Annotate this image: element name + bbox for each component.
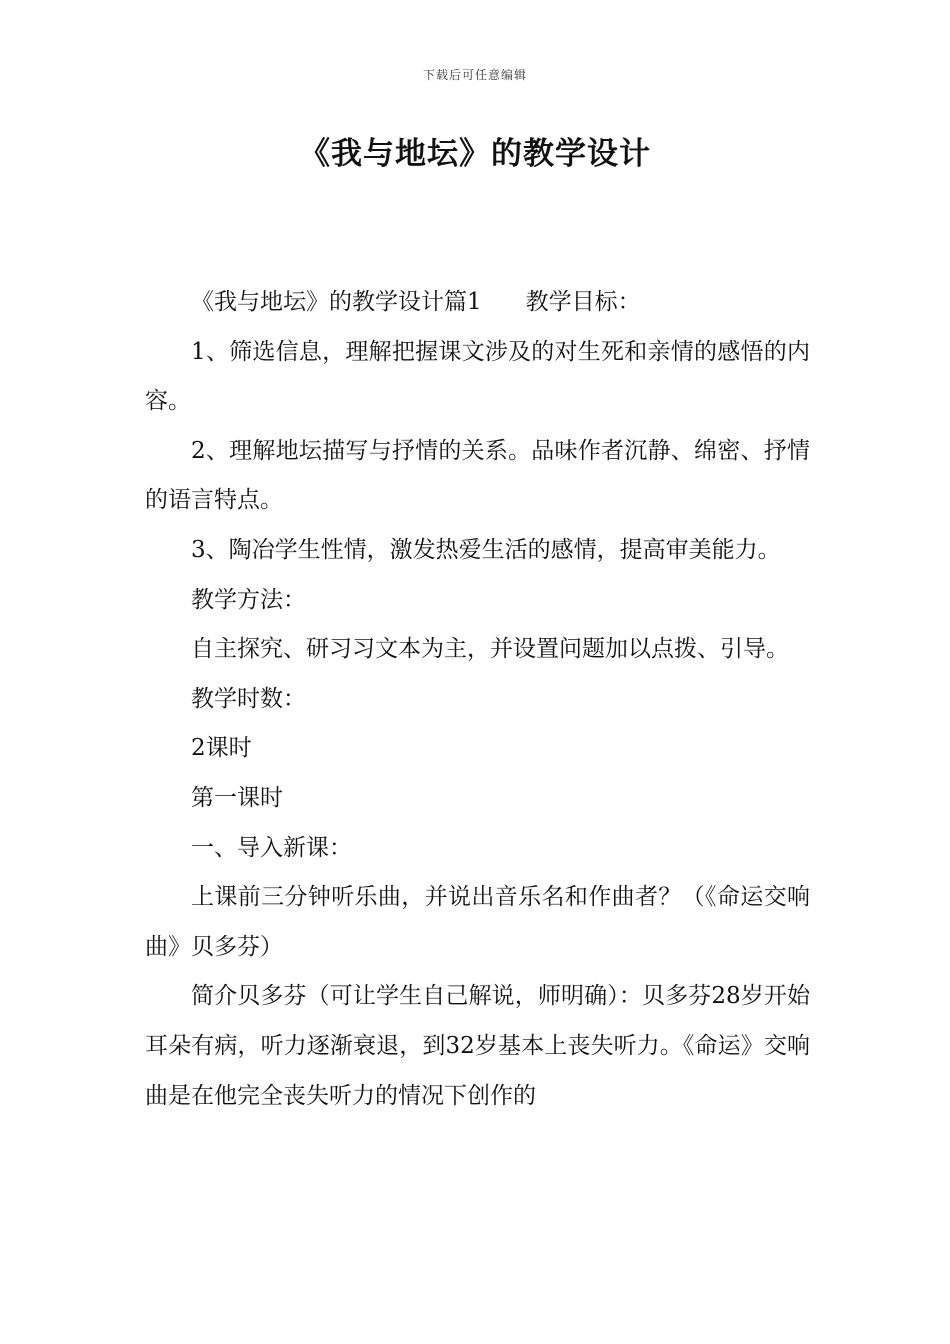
paragraph-hours: 2课时	[191, 735, 252, 762]
teaching-goals-label: 教学目标：	[525, 289, 641, 315]
paragraph-music: 上课前三分钟听乐曲，并说出音乐名和作曲者？（《命运交响曲》贝多芬）	[145, 884, 810, 960]
document-title: 《我与地坛》的教学设计	[299, 136, 651, 172]
paragraph-beethoven: 简介贝多芬（可让学生自己解说，师明确）：贝多芬28岁开始耳朵有病，听力逐渐衰退，到32岁基本上丧失听力。《命运》交响曲是在他完全丧失听力的情况下创作的	[145, 983, 810, 1109]
paragraph-goal-1: 1、筛选信息，理解把握课文涉及的对生死和亲情的感悟的内容。	[145, 338, 810, 415]
paragraph-goal-3: 3、陶冶学生性情，激发热爱生活的感情，提高审美能力。	[191, 536, 781, 563]
paragraph-intro	[145, 278, 810, 328]
paragraph-method-label: 教学方法：	[191, 586, 306, 613]
paragraph-first-lesson: 第一课时	[191, 784, 283, 811]
section-heading: 《我与地坛》的教学设计篇1	[191, 289, 482, 315]
document-body	[145, 278, 810, 1121]
paragraph-method: 自主探究、研习习文本为主，并设置问题加以点拨、引导。	[191, 636, 789, 663]
paragraph-goal-2: 2、理解地坛描写与抒情的关系。品味作者沉静、绵密、抒情的语言特点。	[145, 437, 810, 514]
paragraph-hours-label: 教学时数：	[191, 685, 306, 712]
paragraph-intro-lesson: 一、导入新课：	[191, 834, 352, 861]
header-note: 下载后可任意编辑	[422, 68, 527, 82]
